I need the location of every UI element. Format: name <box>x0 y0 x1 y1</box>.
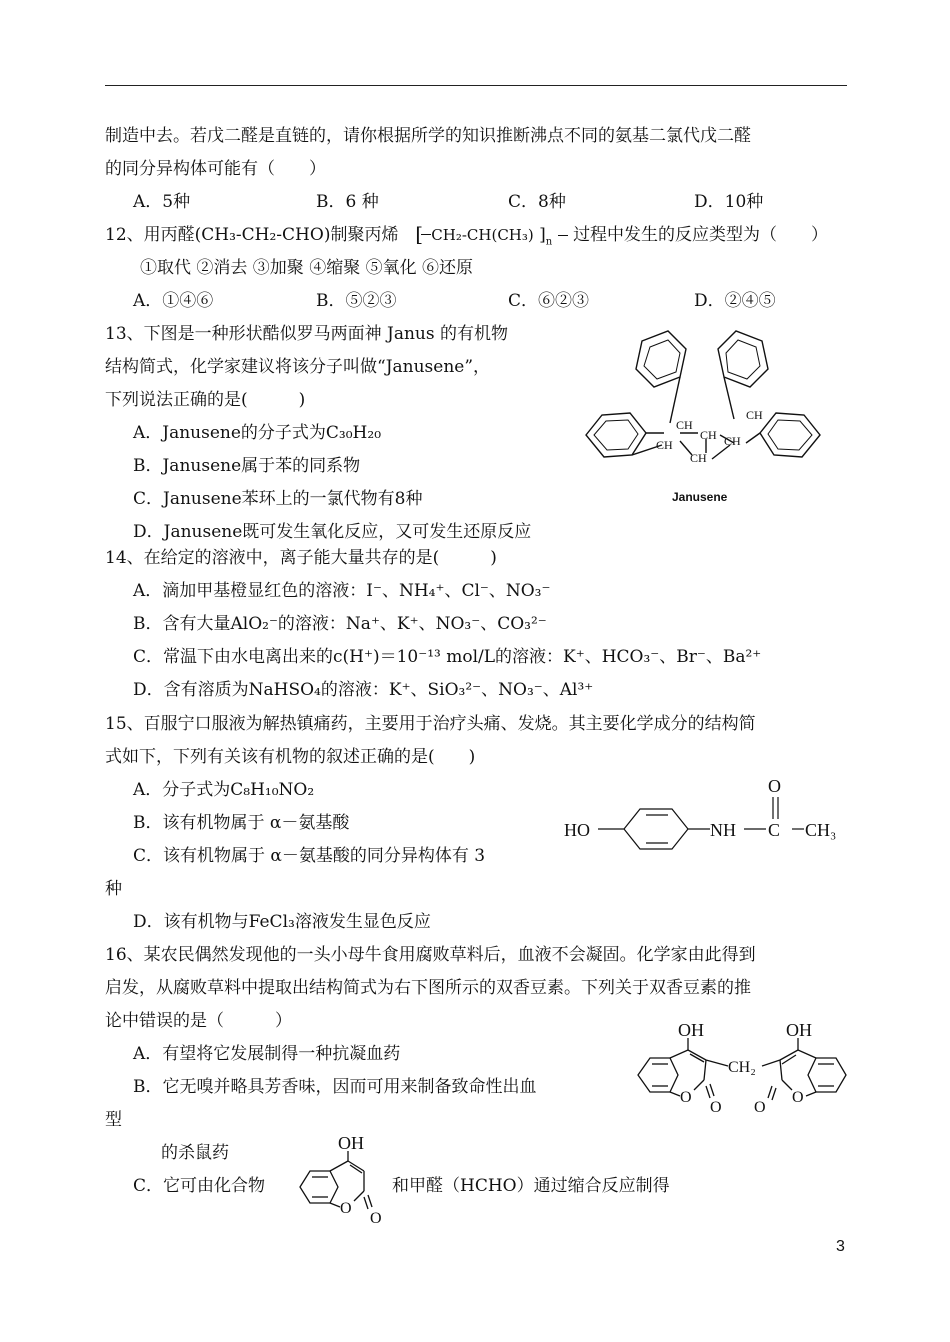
paracetamol-ho: HO <box>564 820 590 840</box>
q16-option-b-wrap: 型 <box>105 1110 122 1130</box>
hydroxycoumarin-structure <box>292 1135 392 1230</box>
q11-line-2: 的同分异构体可能有（ ） <box>105 159 326 179</box>
dicoumarol-structure <box>632 1020 852 1115</box>
q14-option-a: A．滴加甲基橙显红色的溶液：I⁻、NH₄⁺、Cl⁻、NO₃⁻ <box>133 581 551 601</box>
q11-option-d: D．10种 <box>694 192 764 212</box>
dicoumarol-oh-left: OH <box>678 1020 704 1040</box>
q16-option-c-prefix: C．它可由化合物 <box>133 1176 266 1196</box>
q11-option-c: C．8种 <box>508 192 566 212</box>
page-number: 3 <box>836 1238 845 1255</box>
q16-line-1: 16、某农民偶然发现他的一头小母牛食用腐败草料后，血液不会凝固。化学家由此得到 <box>105 945 756 965</box>
q12-stem <box>105 224 828 253</box>
q15-option-a: A．分子式为C₈H₁₀NO₂ <box>133 780 315 800</box>
q13-line-1: 13、下图是一种形状酷似罗马两面神 Janus 的有机物 <box>105 324 509 344</box>
q11-option-a: A．5种 <box>133 192 191 212</box>
janusene-ch-3: CH <box>746 408 763 422</box>
q16-line-3: 论中错误的是（ ） <box>105 1011 292 1031</box>
janusene-structure <box>580 315 835 510</box>
q16-option-b: B．它无嗅并略具芳香味，因而可用来制备致命性出血 <box>133 1077 537 1097</box>
header-rule <box>105 85 847 86</box>
dicoumarol-carbonyl-o-left: O <box>710 1099 722 1116</box>
q13-line-3: 下列说法正确的是( ) <box>105 390 306 410</box>
q12-choices: ①取代 ②消去 ③加聚 ④缩聚 ⑤氧化 ⑥还原 <box>140 258 474 278</box>
janusene-ch-1: CH <box>676 418 693 432</box>
dicoumarol-carbonyl-o-right: O <box>754 1099 766 1116</box>
q16-option-a: A．有望将它发展制得一种抗凝血药 <box>133 1044 401 1064</box>
q14-option-b: B．含有大量AlO₂⁻的溶液：Na⁺、K⁺、NO₃⁻、CO₃²⁻ <box>133 614 547 634</box>
q15-line-2: 式如下，下列有关该有机物的叙述正确的是( ) <box>105 747 476 767</box>
q13-option-c: C．Janusene苯环上的一氯代物有8种 <box>133 489 423 509</box>
q15-option-c: C．该有机物属于 α－氨基酸的同分异构体有 3 <box>133 846 486 866</box>
q12-stem-prefix: 12、用丙醛(CH₃-CH₂-CHO)制聚丙烯 <box>105 225 399 245</box>
q11-line-1: 制造中去。若戊二醛是直链的，请你根据所学的知识推断沸点不同的氨基二氯代戊二醛 <box>105 126 751 146</box>
q16-option-c-suffix: 和甲醛（HCHO）通过缩合反应制得 <box>392 1176 670 1196</box>
q12-polymer-formula: [ CH₂-CH(CH₃) ]$_n$ <box>423 224 567 253</box>
q15-option-c-wrap: 种 <box>105 879 122 899</box>
q14-option-c: C．常温下由水电离出来的c(H⁺)＝10⁻¹³ mol/L的溶液：K⁺、HCO₃⁻、Br⁻、Ba²⁺ <box>133 647 762 667</box>
hydroxycoumarin-oh: OH <box>338 1133 364 1153</box>
q13-option-d: D．Janusene既可发生氧化反应，又可发生还原反应 <box>133 522 532 542</box>
dicoumarol-ch2: CH₂ <box>728 1059 756 1076</box>
q12-stem-suffix: 过程中发生的反应类型为（ ） <box>573 225 829 245</box>
hydroxycoumarin-carbonyl-o: O <box>370 1210 382 1227</box>
q14-option-d: D．含有溶质为NaHSO₄的溶液：K⁺、SiO₃²⁻、NO₃⁻、Al³⁺ <box>133 680 594 700</box>
q16-option-b-wrap-2: 的杀鼠药 <box>161 1143 229 1163</box>
q13-line-2: 结构简式，化学家建议将该分子叫做“Janusene”， <box>105 357 491 377</box>
q13-option-b: B．Janusene属于苯的同系物 <box>133 456 361 476</box>
hydroxycoumarin-ring-o: O <box>340 1200 352 1217</box>
q11-option-b: B．6 种 <box>316 192 379 212</box>
paracetamol-o: O <box>768 776 781 796</box>
paracetamol-c: C <box>768 820 781 840</box>
paracetamol-nh: NH <box>710 820 736 840</box>
janusene-ch-6: CH <box>690 451 707 465</box>
q14-stem: 14、在给定的溶液中，离子能大量共存的是( ) <box>105 548 497 568</box>
janusene-caption: Janusene <box>672 490 728 504</box>
dicoumarol-ring-o-left: O <box>680 1089 692 1106</box>
dicoumarol-ring-o-right: O <box>792 1089 804 1106</box>
janusene-ch-4: CH <box>656 438 673 452</box>
q12-option-a: A．①④⑥ <box>133 291 214 311</box>
paracetamol-ch3: CH₃ <box>805 820 837 840</box>
q12-option-c: C．⑥②③ <box>508 291 590 311</box>
janusene-ch-2: CH <box>700 428 717 442</box>
q16-line-2: 启发，从腐败草料中提取出结构简式为右下图所示的双香豆素。下列关于双香豆素的推 <box>105 978 751 998</box>
q12-option-b: B．⑤②③ <box>316 291 397 311</box>
paracetamol-structure <box>560 775 850 855</box>
dicoumarol-oh-right: OH <box>786 1020 812 1040</box>
q12-option-d: D．②④⑤ <box>694 291 776 311</box>
q15-line-1: 15、百服宁口服液为解热镇痛药，主要用于治疗头痛、发烧。其主要化学成分的结构简 <box>105 714 756 734</box>
janusene-ch-5: CH <box>724 434 741 448</box>
q15-option-b: B．该有机物属于 α－氨基酸 <box>133 813 350 833</box>
q15-option-d: D．该有机物与FeCl₃溶液发生显色反应 <box>133 912 431 932</box>
q13-option-a: A．Janusene的分子式为C₃₀H₂₀ <box>133 423 382 443</box>
